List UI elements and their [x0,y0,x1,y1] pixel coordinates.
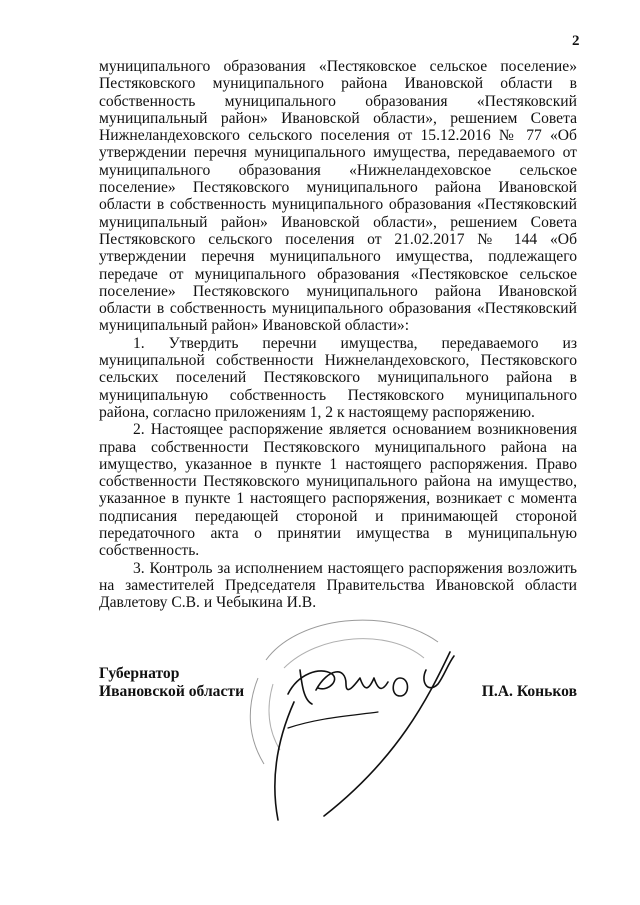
stamp-outer-arc-top [266,620,438,660]
stamp-inner-arc [284,639,424,668]
signature-stroke-3 [316,672,388,690]
clause-3: 3. Контроль за исполнением настоящего распоряжения возложить на заместителей Председателя Правительства Ивановской области Давлетову С.В. и Чебыкина И.В. [99,559,577,612]
intro-paragraph: муниципального образования «Пестяковское сельское поселение» Пестяковского муниципального района Ивановской области в собственность муниципального образования «Пестяковский муниципальный район» Ивановской области», решением Совета Нижнеландеховского сельского поселения от 15.12.2016 № 77 «Об утверждении перечня муниципального имущества, передаваемого от муниципального образования «Нижнеландеховское сельское поселение» Пестяковского муниципального района Ивановской области в собственность муниципального образования «Пестяковский муниципальный район» Ивановской области», решением Совета Пестяковского сельского поселения от 21.02.2017 № 144 «Об утверждении перечня муниципального имущества, подлежащего передаче от муниципального образования «Пестяковское сельское поселение» Пестяковского муниципального района Ивановской области в собственность муниципального образования «Пестяковский муниципальный район» Ивановской области»: [99,58,577,335]
clause-2: 2. Настоящее распоряжение является основанием возникновения права собственности Пестяковского муниципального района на имущество, указанное в пункте 1 настоящего распоряжения. Право собственности Пестяковского муниципального района на имущество, указанное в пункте 1 настоящего распоряжения, возникает с момента подписания передающей стороной и принимающей стороной передаточного акта о принятии имущества в муниципальную собственность. [99,421,577,560]
signatory-position-line1: Губернатор [99,665,180,682]
signature-stroke-4 [393,678,407,696]
document-body [99,58,577,612]
signature-underline [288,712,378,728]
signatory-position-line2: Ивановской области [99,683,245,700]
clause-1: 1. Утвердить перечни имущества, передаваемого из муниципальной собственности Нижнеландеховского, Пестяковского сельских поселений Пестяковского муниципального района в муниципальную собственность Пестяковского муниципального района, согласно приложениям 1, 2 к настоящему распоряжению. [99,334,577,421]
signatory-name: П.А. Коньков [481,683,577,700]
signature-stroke-5 [424,656,454,688]
signature-long-stroke [324,652,450,816]
signature-down-stroke [275,702,294,820]
stamp-outer-arc-left [250,678,264,764]
page-number: 2 [572,33,580,49]
signature-handwriting [275,652,454,820]
stamp-inner-arc-left [269,684,280,750]
signature-stroke-1 [288,671,335,694]
stamp-and-signature [228,608,488,838]
signatory-position [99,665,244,701]
stamp-seal [250,620,438,764]
